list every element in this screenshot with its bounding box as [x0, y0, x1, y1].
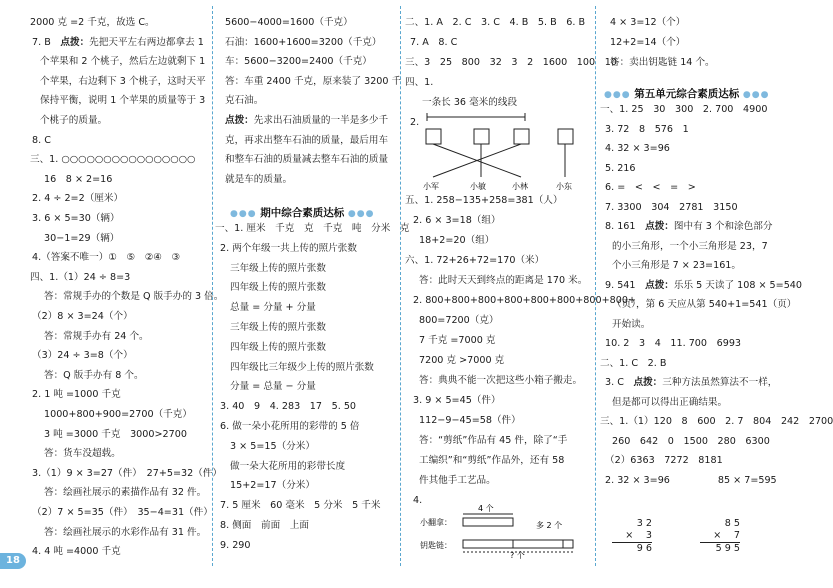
text-line: 开始读。 [612, 318, 651, 330]
text-line: 2. [410, 117, 420, 128]
text-line: 3. 6 × 5=30（辆） [32, 213, 120, 224]
text-line: 答：常规手办的个数是 Q 版手办的 3 倍。 [44, 291, 224, 303]
text-line: 一、1. 厘米 千克 克 千克 吨 分米 克 [215, 223, 410, 234]
line-diagram-q4 [418, 502, 578, 558]
text-line: 6. 做一朵小花所用的彩带的 5 倍 [220, 421, 360, 432]
text-line: 7. A 8. C [410, 37, 458, 48]
text-line: 答：卖出钥匙链 14 个。 [610, 57, 715, 68]
text-line: 克石油。 [225, 95, 264, 107]
text-line: 4. 32 × 3=96 [605, 143, 670, 154]
column-1 [30, 0, 224, 588]
text-line: 12+2=14（个） [610, 37, 686, 48]
text-line: 三、1.（1）120 8 600 2. 7 804 242 2700 [600, 416, 833, 427]
text-line: 四年级上传的照片张数 [230, 341, 326, 353]
text-line: 总量 = 分量 + 分量 [230, 302, 316, 314]
text-line: 2. 32 × 3=96 85 × 7=595 [605, 474, 777, 486]
text-line: 3.（1）9 × 3=27（件） 27+5=32（件） [32, 467, 222, 479]
text-line: 做一朵大花所用的彩带长度 [230, 460, 346, 472]
section-title-midterm: ●●● 期中综合素质达标 ●●● [230, 207, 375, 219]
text-line: 六、1. 72+26+72=170（米） [405, 255, 545, 266]
text-line: 答：车重 2400 千克，原来装了 3200 千 [225, 75, 402, 87]
text-line: 四、1.（1）24 ÷ 8=3 [30, 271, 131, 283]
text-line: 8. 侧面 前面 上面 [220, 520, 309, 531]
text-line: 答：绘画社展示的水彩作品有 31 件。 [44, 526, 207, 538]
diagram-bottom-label: ? 个 [510, 551, 525, 560]
text-line: 3. C 点拨：三种方法虽然算法不一样， [605, 377, 778, 388]
text-line: 7. B 点拨：先把天平左右两边都拿去 1 [32, 36, 204, 48]
hint-label: 点拨： [645, 279, 674, 291]
text-line: 答：典典不能一次把这些小箱子搬走。 [419, 375, 583, 386]
text-line: 工编织”和“剪纸”作品外，还有 58 [419, 455, 565, 466]
text-line: 保持平衡，说明 1 个苹果的质量等于 3 [40, 95, 206, 107]
text-line: 15+2=17（分米） [230, 480, 315, 492]
text-line: 件其他手工艺品。 [419, 475, 496, 486]
section-title-text: 期中综合素质达标 [260, 207, 345, 219]
text-line: 10. 2 3 4 11. 700 6993 [605, 338, 742, 349]
text-line: 三、1. ○○○○○○○○○○○○○○○○ [30, 154, 196, 166]
text-line: 6. = < < = > [605, 182, 696, 193]
match-label-4: 小东 [556, 182, 572, 191]
text-line: 4. [413, 495, 423, 506]
page-number: 18 [6, 555, 20, 566]
match-label-1: 小军 [423, 182, 439, 191]
text-line: 四年级上传的照片张数 [230, 282, 326, 294]
column-divider [595, 6, 596, 566]
text-line: 2. 两个年级一共上传的照片张数 [220, 242, 357, 254]
text-line: 三年级上传的照片张数 [230, 322, 326, 333]
text-line: 一条长 36 毫米的线段 [422, 97, 518, 108]
vertical-calc-result: 5 9 5 [715, 543, 740, 554]
text-line: （2）6363 7272 8181 [605, 455, 723, 466]
text-line: 二、1. A 2. C 3. C 4. B 5. B 6. B [405, 17, 586, 28]
text-line: 5. 216 [605, 162, 636, 174]
text-line: 16 8 × 2=16 [44, 173, 113, 185]
text-line: 2. 800+800+800+800+800+800+800+800+ [413, 295, 637, 306]
text-line: 但是都可以得出正确结果。 [612, 396, 728, 408]
text-line: 4. 4 吨 =4000 千克 [32, 546, 121, 558]
column-divider [212, 6, 213, 566]
match-label-2: 小敏 [470, 182, 486, 191]
page-number-tab [0, 553, 26, 569]
text-line: 3. 72 8 576 1 [605, 123, 689, 135]
vertical-calc-2 [700, 518, 740, 555]
text-line: 3. 40 9 4. 283 17 5. 50 [220, 401, 357, 413]
hint-label: 点拨： [633, 377, 663, 388]
text-line: 1000+800+900=2700（千克） [44, 409, 192, 420]
text-line: 答：Q 版手办有 8 个。 [44, 369, 144, 381]
vertical-calc-top: 3 2 [636, 518, 652, 529]
text-line: 5600−4000=1600（千克） [225, 17, 353, 28]
column-2-lower [215, 0, 410, 588]
text-line: 9. 541 点拨：乐乐 5 天读了 108 × 5=540 [605, 279, 803, 291]
text-line: 2. 6 × 3=18（组） [413, 215, 501, 226]
column-4-lower [600, 0, 833, 588]
text-line: 7. 3300 304 2781 3150 [605, 201, 738, 213]
text-line: 个桃子的质量。 [40, 115, 108, 126]
text-line: 四年级比三年级少上传的照片张数 [230, 361, 374, 373]
text-line: 就是车的质量。 [225, 173, 293, 185]
text-line: 个苹果，右边剩下 3 个桃子，这时天平 [40, 75, 206, 87]
text-line: 7. 5 厘米 60 毫米 5 分米 5 千米 [220, 500, 381, 512]
text-line: 个小三角形是 7 × 23=161。 [612, 260, 742, 271]
text-line: 8. C [32, 134, 51, 146]
text-line: 三年级上传的照片张数 [230, 262, 326, 274]
text-line: 30−1=29（辆） [44, 232, 120, 244]
text-line: 个苹果和 2 个桃子，然后左边就剩下 1 [40, 56, 206, 68]
text-line: （2）7 × 5=35（件） 35−4=31（件） [32, 507, 213, 518]
text-line: 8. 161 点拨：图中有 3 个和涂色部分 [605, 221, 773, 232]
text-line: 答：常规手办有 24 个。 [44, 330, 149, 342]
text-line: 一、1. 25 30 300 2. 700 4900 [600, 104, 768, 115]
text-line: 和整车石油的质量减去整车石油的质量 [225, 154, 389, 166]
diagram-more-label: 多 2 个 [536, 521, 563, 530]
diagram-left-bottom: 钥匙链： [420, 541, 452, 550]
section-title-text: 第五单元综合素质达标 [634, 88, 740, 100]
text-line: 18+2=20（组） [419, 235, 495, 246]
text-line: 答：货车没超载。 [44, 448, 121, 460]
text-line: （3）24 ÷ 3=8（个） [32, 350, 133, 362]
vertical-calc-result: 9 6 [636, 543, 652, 554]
text-line: （2）8 × 3=24（个） [32, 311, 133, 322]
match-label-3: 小林 [512, 182, 528, 191]
text-line: 三、3 25 800 32 3 2 1600 100 10 [405, 57, 617, 68]
text-line: 答：此时天天到终点的距离是 170 米。 [419, 275, 588, 286]
hint-label: 点拨： [225, 115, 254, 126]
text-line: 4 × 3=12（个） [610, 17, 686, 28]
text-line: 3 × 5=15（分米） [230, 440, 315, 452]
text-line: 2. 1 吨 =1000 千克 [32, 389, 121, 401]
text-line: 二、1. C 2. B [600, 357, 667, 369]
text-line: 2000 克 =2 千克，故选 C。 [30, 17, 155, 28]
vertical-calc-1 [612, 518, 652, 555]
text-line: 分量 = 总量 − 分量 [230, 381, 316, 393]
column-divider [400, 6, 401, 566]
text-line: 800=7200（克） [419, 315, 499, 326]
text-line: 点拨：先求出石油质量的一半是多少千 [225, 115, 389, 126]
text-line: 9. 290 [220, 539, 251, 551]
text-line: 3 吨 =3000 千克 3000>2700 [44, 428, 187, 440]
text-line: 112−9−45=58（件） [419, 415, 521, 426]
text-line: 答：“剪纸”作品有 45 件，除了“手 [419, 435, 568, 446]
text-line: （页），第 6 天应从第 540+1=541（页） [612, 299, 797, 310]
vertical-calc-multiplier: × 3 [612, 530, 652, 543]
text-line: 车：5600−3200=2400（千克） [225, 56, 372, 68]
text-line: 260 642 0 1500 280 6300 [612, 435, 770, 447]
text-line: 石油：1600+1600=3200（千克） [225, 36, 382, 48]
text-line: 五、1. 258−135+258=381（人） [405, 195, 563, 206]
text-line: 7 千克 =7000 克 [419, 335, 496, 346]
diagram-top-label: 4 个 [478, 504, 494, 513]
text-line: 2. 4 ÷ 2=2（厘米） [32, 193, 124, 205]
diagram-left-top: 小翻拿： [420, 518, 452, 527]
text-line: 克，再求出整车石油的质量，最后用车 [225, 134, 389, 146]
text-line: 4.（答案不唯一）① ⑤ ②④ ③ [32, 252, 181, 264]
text-line: 7200 克 >7000 克 [419, 355, 505, 366]
hint-label: 点拨： [60, 36, 90, 48]
vertical-calc-multiplier: × 7 [700, 530, 740, 543]
text-line: 3. 9 × 5=45（件） [413, 395, 501, 406]
section-title-unit5: ●●● 第五单元综合素质达标 ●●● [604, 88, 770, 100]
hint-label: 点拨： [645, 221, 674, 232]
text-line: 四、1. [405, 77, 434, 88]
text-line: 答：绘画社展示的素描作品有 32 件。 [44, 487, 207, 499]
vertical-calc-top: 8 5 [724, 518, 740, 529]
text-line: 的小三角形，一个小三角形是 23，7 [612, 240, 768, 252]
